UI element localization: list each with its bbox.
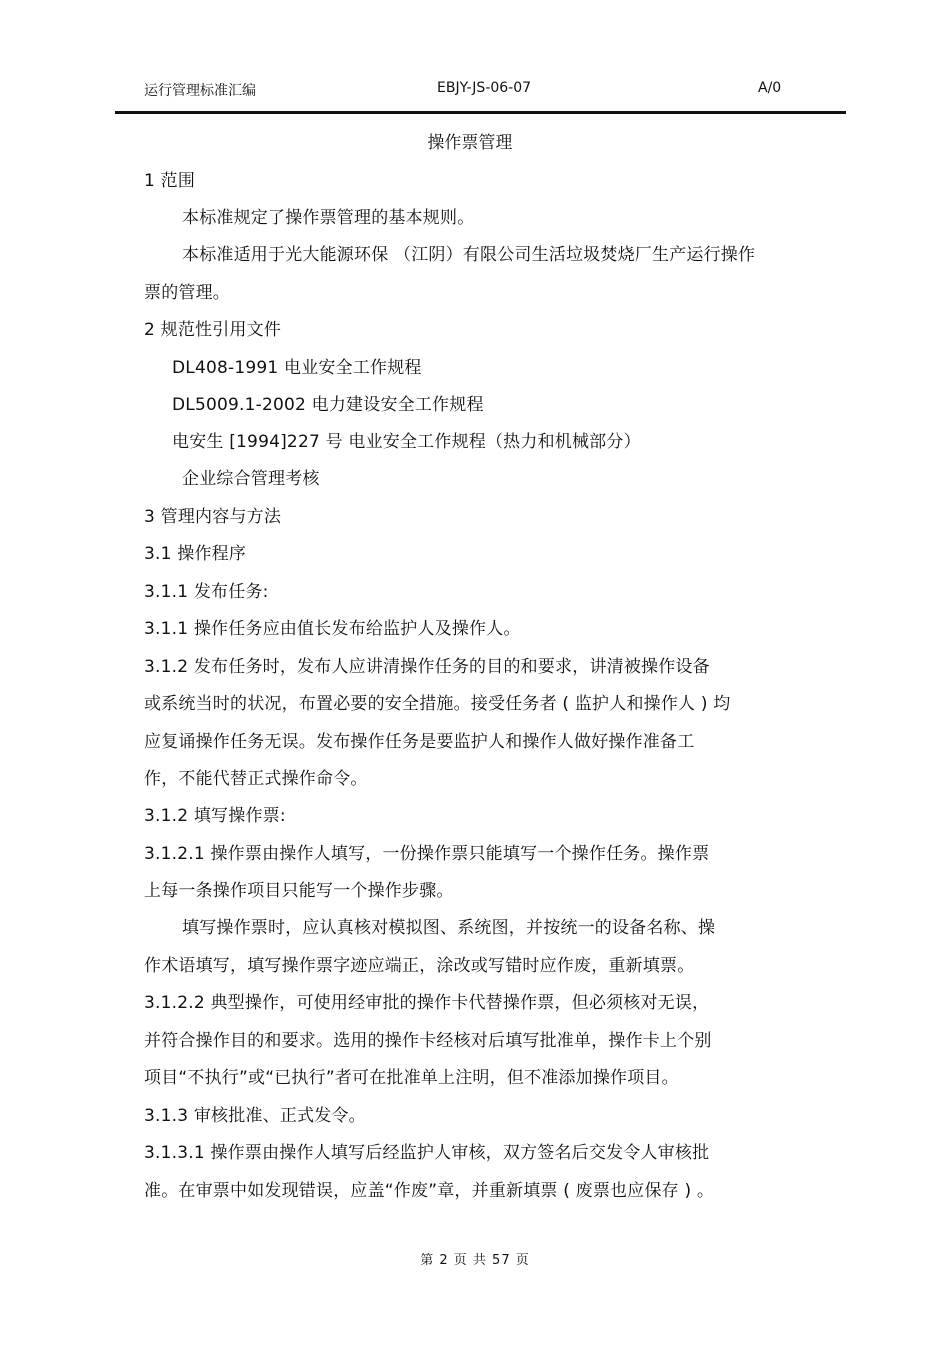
- subsection-heading: 3.1.1 发布任务:: [144, 582, 269, 602]
- paragraph-line: 作术语填写，填写操作票字迹应端正，涂改或写错时应作废，重新填票。: [144, 956, 695, 976]
- paragraph-line: 作，不能代替正式操作命令。: [144, 769, 368, 789]
- header-left: 运行管理标准汇编: [144, 83, 256, 99]
- reference-item: DL5009.1-2002 电力建设安全工作规程: [172, 395, 484, 415]
- section-heading: 2 规范性引用文件: [144, 320, 282, 340]
- paragraph-line: 项目“不执行”或“已执行”者可在批准单上注明，但不准添加操作项目。: [144, 1068, 679, 1088]
- section-heading: 1 范围: [144, 171, 196, 191]
- subsection-heading: 3.1 操作程序: [144, 544, 247, 564]
- paragraph-line: 准。在审票中如发现错误，应盖“作废”章，并重新填票 ( 废票也应保存 ) 。: [144, 1181, 715, 1201]
- header-center: EBJY-JS-06-07: [437, 80, 532, 96]
- paragraph-line: 3.1.3.1 操作票由操作人填写后经监护人审核，双方签名后交发令人审核批: [144, 1143, 710, 1163]
- header-rule: [115, 111, 846, 114]
- paragraph-line: 3.1.2.2 典型操作，可使用经审批的操作卡代替操作票，但必须核对无误，: [144, 993, 710, 1013]
- reference-item: DL408-1991 电业安全工作规程: [172, 358, 422, 378]
- reference-item: 电安生 [1994]227 号 电业安全工作规程（热力和机械部分）: [172, 432, 641, 452]
- subsection-heading: 3.1.2 填写操作票:: [144, 806, 286, 826]
- subsection-heading: 3.1.3 审核批准、正式发令。: [144, 1106, 366, 1126]
- paragraph-line: 并符合操作目的和要求。选用的操作卡经核对后填写批准单，操作卡上个别: [144, 1031, 712, 1051]
- paragraph-line: 3.1.2.1 操作票由操作人填写，一份操作票只能填写一个操作任务。操作票: [144, 844, 710, 864]
- section-heading: 3 管理内容与方法: [144, 507, 282, 527]
- paragraph-line: 3.1.2 发布任务时，发布人应讲清操作任务的目的和要求，讲清被操作设备: [144, 657, 710, 677]
- paragraph-line: 填写操作票时，应认真核对模拟图、系统图，并按统一的设备名称、操: [182, 918, 716, 938]
- paragraph-line: 上每一条操作项目只能写一个操作步骤。: [144, 881, 454, 901]
- page-title: 操作票管理: [427, 132, 513, 152]
- header-right: A/0: [758, 80, 782, 96]
- paragraph-line: 本标准规定了操作票管理的基本规则。: [182, 208, 475, 228]
- reference-item: 企业综合管理考核: [182, 469, 320, 489]
- paragraph-line: 或系统当时的状况，布置必要的安全措施。接受任务者 ( 监护人和操作人 ) 均: [144, 694, 731, 714]
- paragraph-line: 3.1.1 操作任务应由值长发布给监护人及操作人。: [144, 619, 521, 639]
- paragraph-line: 应复诵操作任务无误。发布操作任务是要监护人和操作人做好操作准备工: [144, 732, 695, 752]
- paragraph-line: 本标准适用于光大能源环保 （江阴）有限公司生活垃圾焚烧厂生产运行操作: [182, 245, 756, 265]
- paragraph-line: 票的管理。: [144, 283, 230, 303]
- page-number: 第 2 页 共 57 页: [420, 1253, 530, 1268]
